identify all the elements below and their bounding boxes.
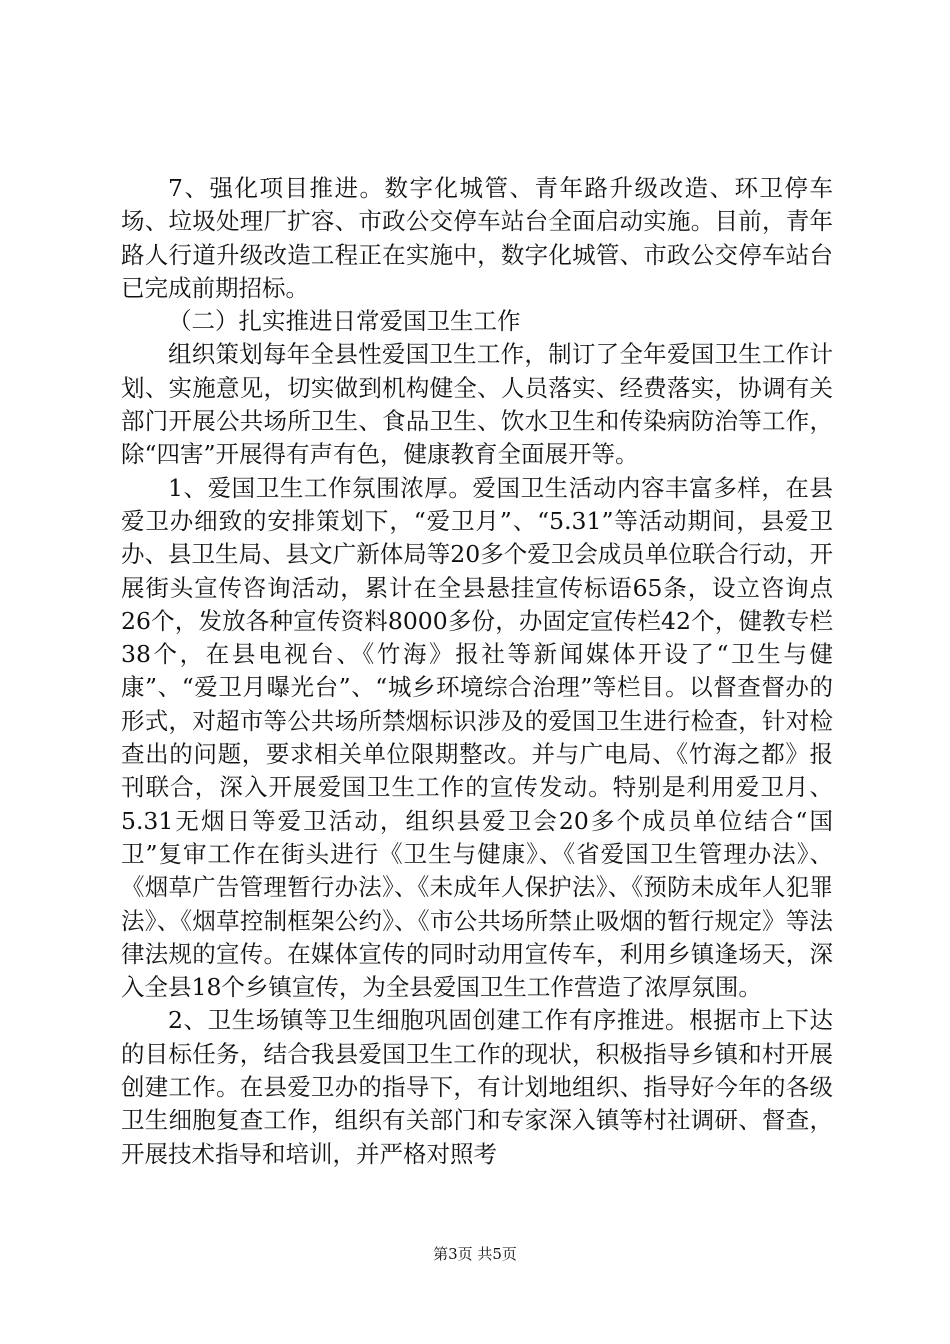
document-body	[121, 172, 833, 1171]
paragraph-hygiene-cells: 2、卫生场镇等卫生细胞巩固创建工作有序推进。根据市上下达的目标任务，结合我县爱国卫生工作的现状，积极指导乡镇和村开展创建工作。在县爱卫办的指导下，有计划地组织、指导好今年的各级卫生细胞复查工作，组织有关部门和专家深入镇等村社调研、督查，开展技术指导和培训，并严格对照考	[121, 1006, 833, 1168]
page-footer: 第3页 共5页	[433, 1245, 517, 1263]
section-heading-daily-hygiene: （二）扎实推进日常爱国卫生工作	[168, 307, 521, 336]
paragraph-annual-planning: 组织策划每年全县性爱国卫生工作，制订了全年爱国卫生工作计划、实施意见，切实做到机构健全、人员落实、经费落实，协调有关部门开展公共场所卫生、食品卫生、饮水卫生和传染病防治等工作，除“四害”开展得有声有色，健康教育全面展开等。	[121, 340, 833, 469]
paragraph-project-promotion: 7、强化项目推进。数字化城管、青年路升级改造、环卫停车场、垃圾处理厂扩容、市政公交停车站台全面启动实施。目前，青年路人行道升级改造工程正在实施中，数字化城管、市政公交停车站台已完成前期招标。	[121, 174, 833, 302]
paragraph-atmosphere: 1、爱国卫生工作氛围浓厚。爱国卫生活动内容丰富多样，在县爱卫办细致的安排策划下，“爱卫月”、“5.31”等活动期间，县爱卫办、县卫生局、县文广新体局等20多个爱卫会成员单位联合行动，开展街头宣传咨询活动，累计在全县悬挂宣传标语65条，设立咨询点26个，发放各种宣传资料8000多份，办固定宣传栏42个，健教专栏38个，在县电视台、《竹海》报社等新闻媒体开设了“卫生与健康”、“爱卫月曝光台”、“城乡环境综合治理”等栏目。以督查督办的形式，对超市等公共场所禁烟标识涉及的爱国卫生进行检查，针对检查出的问题，要求相关单位限期整改。并与广电局、《竹海之都》报刊联合，深入开展爱国卫生工作的宣传发动。特别是利用爱卫月、5.31无烟日等爱卫活动，组织县爱卫会20多个成员单位结合“国卫”复审工作在街头进行《卫生与健康》、《省爱国卫生管理办法》、《烟草广告管理暂行办法》、《未成年人保护法》、《预防未成年人犯罪法》、《烟草控制框架公约》、《市公共场所禁止吸烟的暂行规定》等法律法规的宣传。在媒体宣传的同时动用宣传车，利用乡镇逢场天，深入全县18个乡镇宣传，为全县爱国卫生工作营造了浓厚氛围。	[121, 473, 833, 1002]
